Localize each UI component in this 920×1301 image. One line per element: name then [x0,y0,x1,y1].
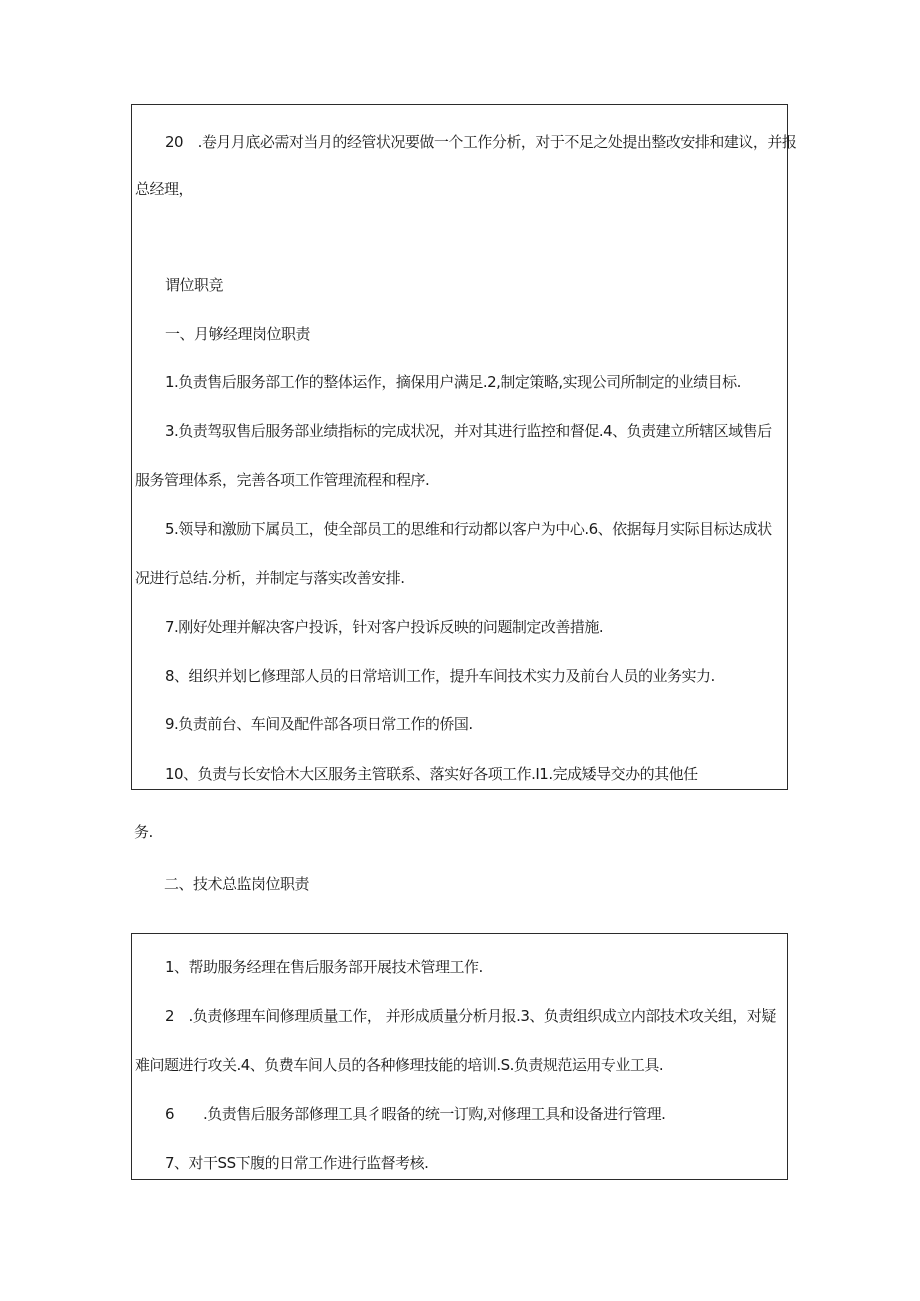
duty-item-continuation: 况进行总结.分析，并制定与落实改善安排. [135,569,405,587]
section-heading: 一、月够经理岗位职责 [165,325,311,343]
duties-table-part-1 [131,104,797,790]
duty-item: 7、对干SS下腹的日常工作进行监督考核. [165,1154,429,1172]
paragraph-line: 20 .卷月月底必需对当月的经管状况要做一个工作分析，对于不足之处提出整改安排和建议，并报 [165,133,797,151]
duty-item: 3.负责驾驭售后服务部业绩指标的完成状况，并对其进行监控和督促.4、负责建立所辖区域售后 [165,422,772,440]
duty-item: 2 .负责修理车间修理质量工作， 并形成质量分析月报.3、负责组织成立内部技术攻关组，对疑 [165,1007,776,1025]
paragraph-line: 总经理， [135,180,194,198]
duty-item-continuation: 难问题进行攻关.4、负费车间人员的各种修理技能的培训.S.负责规范运用专业工具. [135,1056,664,1074]
duty-item: 1.负责售后服务部工作的整体运作，摘保用户满足.2,制定策略,实现公司所制定的业绩目标. [165,373,741,391]
continuation-text: 务. [134,823,153,841]
duty-item: 9.负责前台、车间及配件部各项日常工作的侨国. [165,715,473,733]
duty-item: 5.领导和激励下属员工，使全部员工的思维和行动都以客户为中心.6、依据每月实际目标达成状 [165,520,772,538]
duty-item: 8、组织并划匕修理部人员的日常培训工作，提升车间技术实力及前台人员的业务实力. [165,667,715,685]
duty-item: 1、帮助服务经理在售后服务部开展技术管理工作. [165,958,483,976]
section-title: 谓位职竞 [165,276,224,294]
duty-item: 6 .负责售后服务部修理工具彳暇备的统一订购,对修理工具和设备进行管理. [165,1105,666,1123]
duty-item-continuation: 服务管理体系，完善各项工作管理流程和程序. [135,471,430,489]
duties-table-part-2 [131,933,788,1180]
duty-item: 7.刚好处理并解决客户投诉，针对客户投诉反映的问题制定改善措施. [165,618,604,636]
section-heading: 二、技术总监岗位职责 [164,875,310,893]
duty-item: 10、负责与长安恰木大区服务主管联系、落实好各项工作.I1.完成矮导交办的其他任 [165,765,698,783]
